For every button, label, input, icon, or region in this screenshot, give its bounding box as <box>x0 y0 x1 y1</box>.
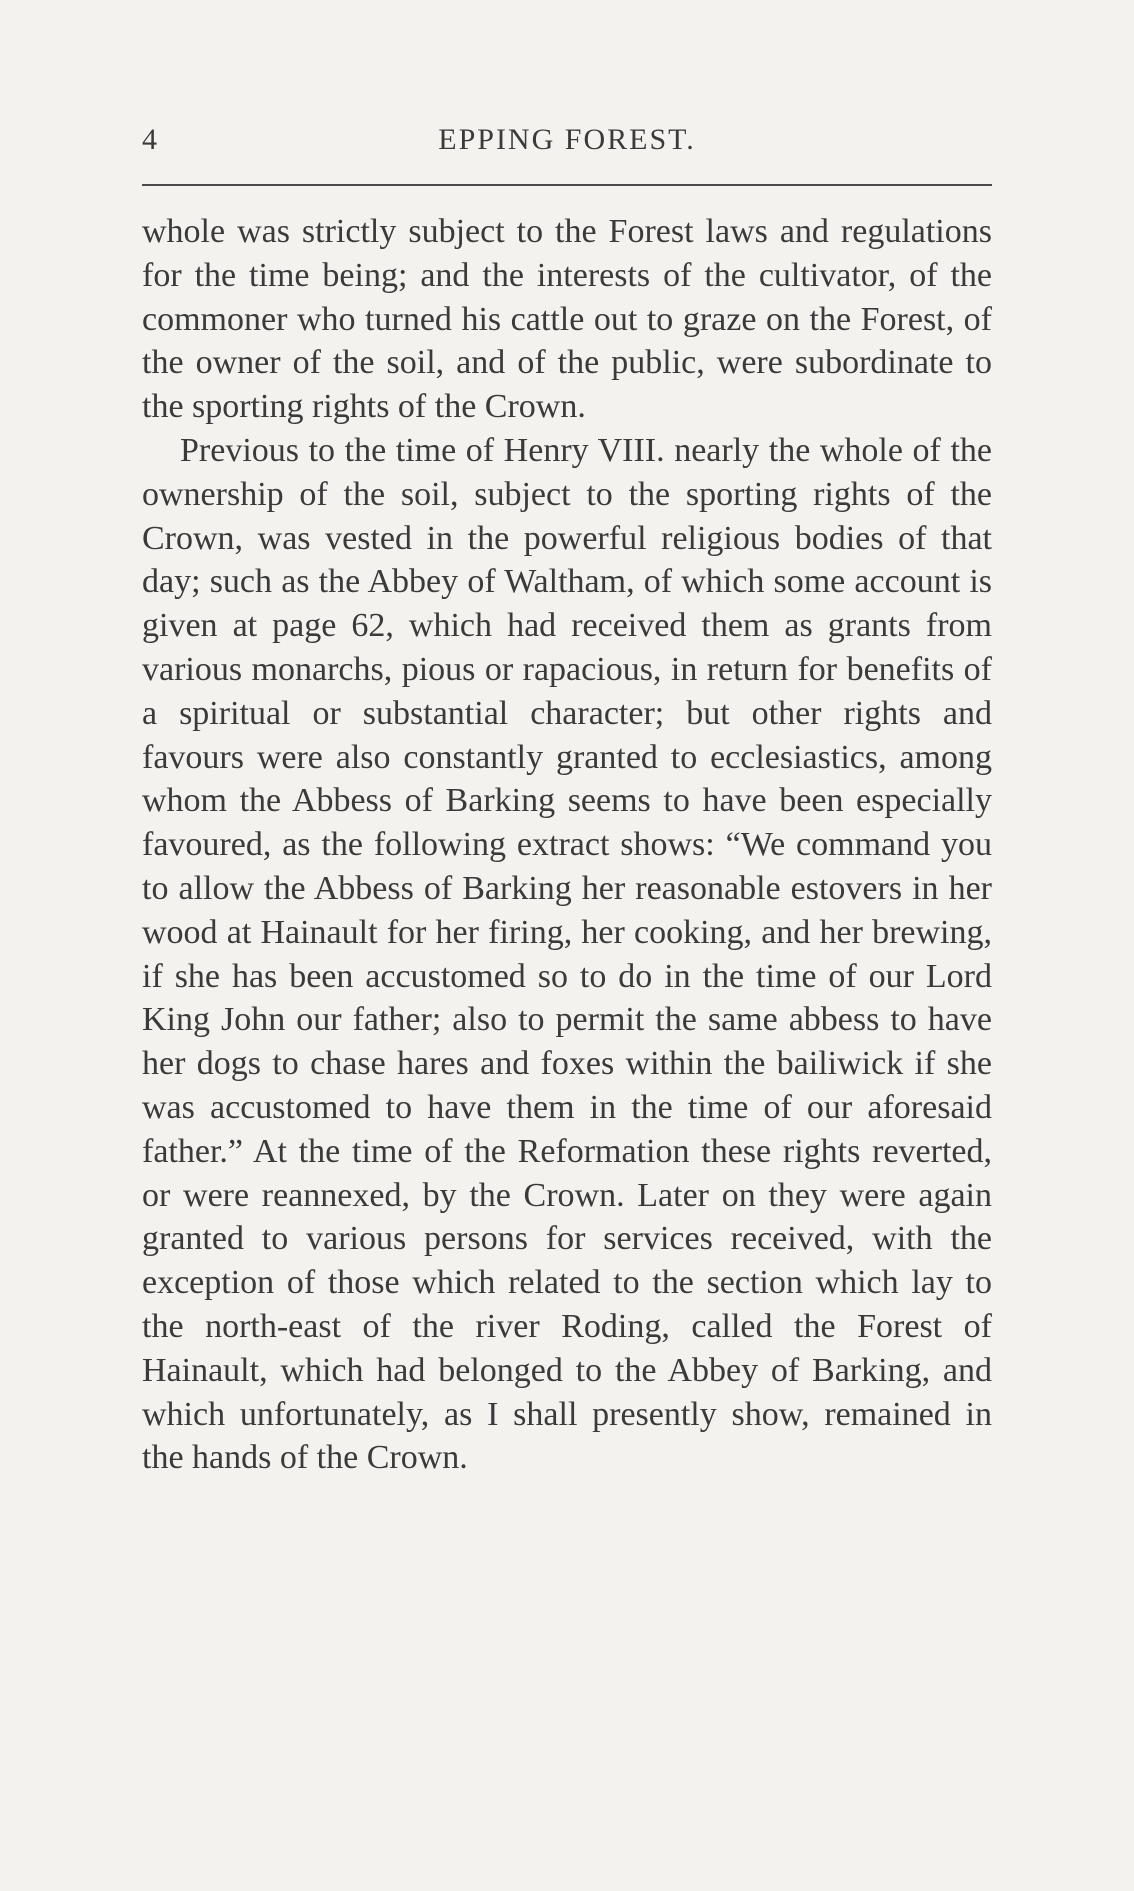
body-text <box>142 210 992 1480</box>
book-page <box>142 118 992 1480</box>
header-rule <box>142 184 992 186</box>
running-head: EPPING FOREST. <box>438 123 696 156</box>
page-number: 4 <box>142 123 157 156</box>
paragraph: Previous to the time of Henry VIII. nearly the whole of the ownership of the soil, subject to the sporting rights of the Crown, was vested in the powerful religious bodies of that day; such as the Abbey of Waltham, of which some account is given at page 62, which had received them as grants from various monarchs, pious or rapacious, in return for benefits of a spiritual or substantial character; but other rights and favours were also constantly granted to ecclesiastics, among whom the Abbess of Barking seems to have been especially favoured, as the following extract shows: “We command you to allow the Abbess of Barking her reasonable estovers in her wood at Hainault for her firing, her cooking, and her brewing, if she has been accustomed so to do in the time of our Lord King John our father; also to permit the same abbess to have her dogs to chase hares and foxes within the bailiwick if she was accustomed to have them in the time of our aforesaid father.” At the time of the Reformation these rights reverted, or were reannexed, by the Crown. Later on they were again granted to various persons for services received, with the exception of those which related to the section which lay to the north-east of the river Roding, called the Forest of Hainault, which had belonged to the Abbey of Barking, and which unfortunately, as I shall presently show, remained in the hands of the Crown. <box>142 431 992 1477</box>
page-header <box>142 118 992 162</box>
paragraph-continuation: whole was strictly subject to the Forest laws and regulations for the time being; and the interests of the cultivator, of the commoner who turned his cattle out to graze on the Forest, of the owner of the soil, and of the public, were subordinate to the sporting rights of the Crown. <box>142 213 992 426</box>
